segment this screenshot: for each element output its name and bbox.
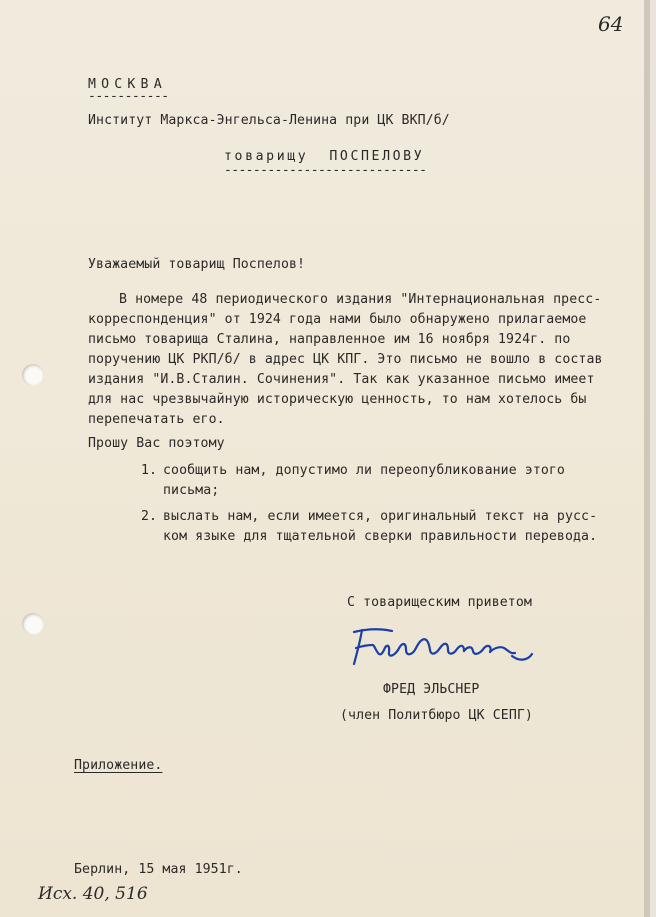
item-text: письма; <box>163 483 220 498</box>
item-number: 1. <box>141 463 158 478</box>
institute-line: Институт Маркса-Энгельса-Ленина при ЦК ВКП/б/ <box>88 113 450 128</box>
body-line: письмо товарища Сталина, направленное им 16 ноября 1924г. по <box>88 332 571 347</box>
salutation: Уважаемый товарищ Поспелов! <box>88 257 306 272</box>
city-underline: ----------- <box>88 89 169 104</box>
page-number: 64 <box>598 12 624 36</box>
item-number: 2. <box>141 509 158 524</box>
body-line: для нас чрезвычайную историческую ценность, то нам хотелось бы <box>88 392 587 407</box>
body-line: издания "И.В.Сталин. Сочинения". Так как указанное письмо имеет <box>88 372 595 387</box>
item-text: ком языке для тщательной сверки правильности перевода. <box>163 529 598 544</box>
request-intro: Прошу Вас поэтому <box>88 436 225 451</box>
city-heading: МОСКВА <box>88 77 167 92</box>
signer-title: (член Политбюро ЦК СЕПГ) <box>340 708 533 723</box>
date-line: Берлин, 15 мая 1951г. <box>74 862 243 877</box>
body-line: корреспонденция" от 1924 года нами было обнаружено прилагаемое <box>88 312 587 327</box>
punch-hole-top <box>22 364 44 386</box>
item-text: выслать нам, если имеется, оригинальный текст на русс- <box>163 509 598 524</box>
signer-name: ФРЕД ЭЛЬСНЕР <box>383 682 480 697</box>
signature-image <box>340 620 540 672</box>
attachment-label: Приложение. <box>74 758 163 773</box>
body-line: перепечатать его. <box>88 412 225 427</box>
body-line: поручению ЦК РКП/б/ в адрес ЦК КПГ. Это письмо не вошло в состав <box>88 352 603 367</box>
addressee-line: товарищу ПОСПЕЛОВУ <box>224 149 425 164</box>
closing-line: С товарищеским приветом <box>347 595 532 610</box>
addressee-underline: ---------------------------- <box>224 163 427 178</box>
punch-hole-bottom <box>22 613 44 635</box>
body-line: В номере 48 периодического издания "Интернациональная пресс- <box>119 292 602 307</box>
page-edge <box>644 0 650 917</box>
archive-note: Исх. 40, 516 <box>38 884 148 904</box>
item-text: сообщить нам, допустимо ли переопубликование этого <box>163 463 565 478</box>
